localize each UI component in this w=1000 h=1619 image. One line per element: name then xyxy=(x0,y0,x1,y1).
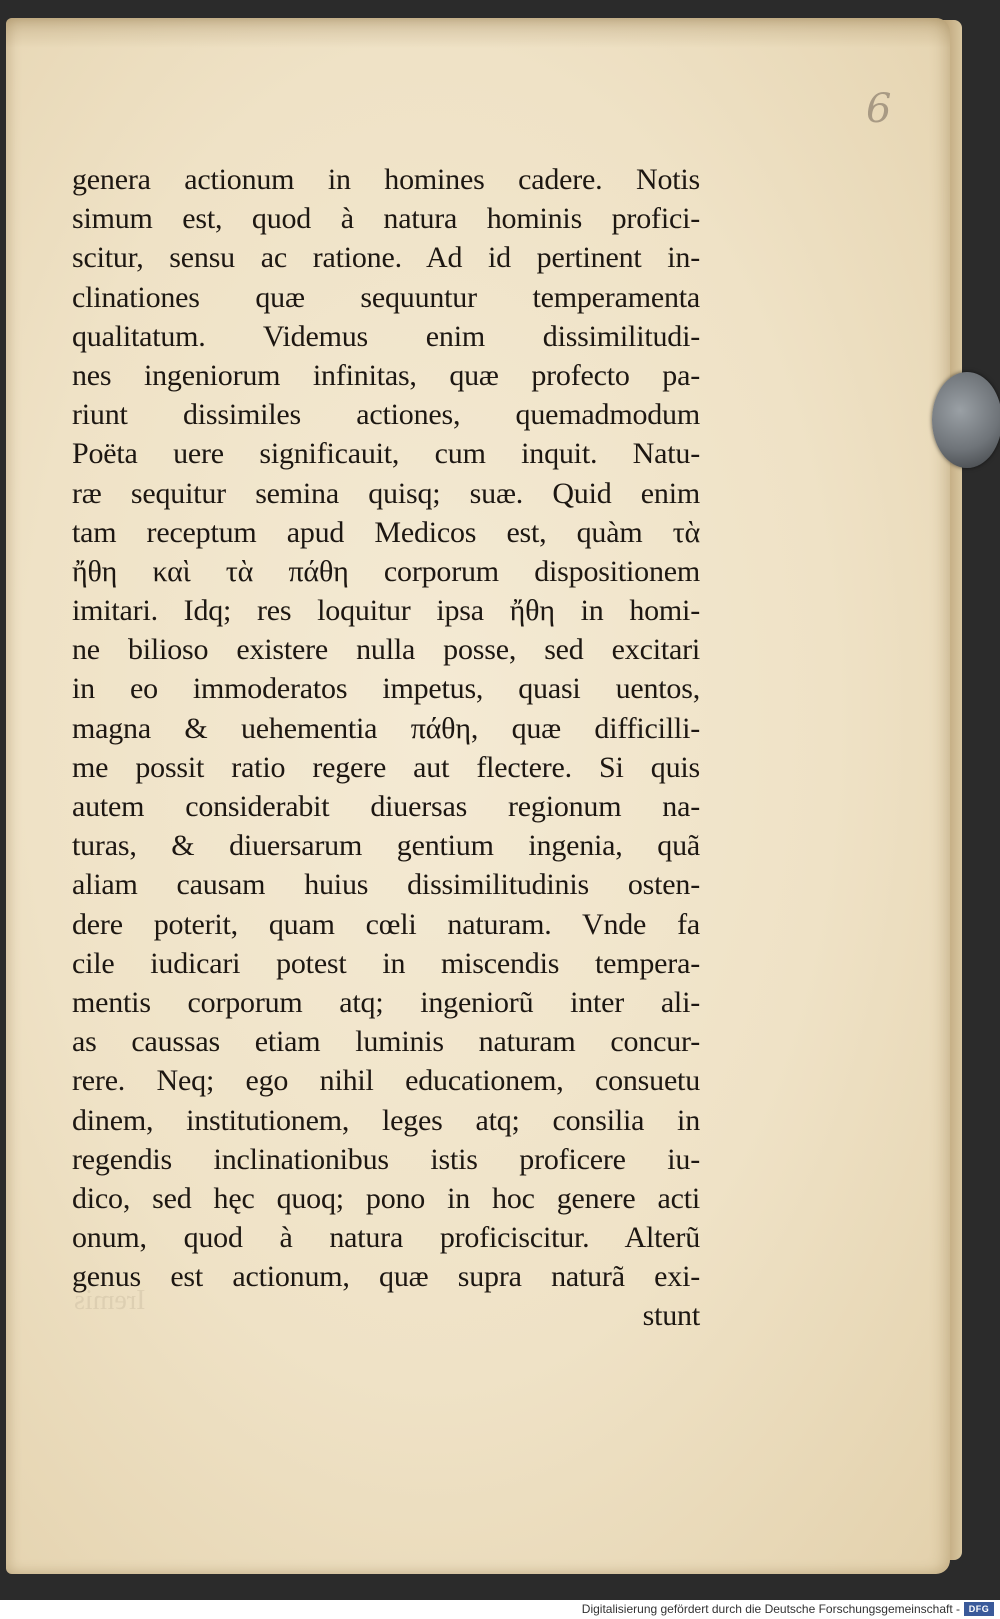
text-line: ræ sequitur semina quisq; suæ. Quid enim xyxy=(72,476,700,510)
page-shadow xyxy=(6,18,950,48)
main-text-block xyxy=(72,160,700,1336)
text-line: me possit ratio regere aut flectere. Si quis xyxy=(72,750,700,784)
text-line: ne bilioso existere nulla posse, sed excitari xyxy=(72,633,700,667)
text-line: scitur, sensu ac ratione. Ad id pertinent in- xyxy=(72,241,700,275)
text-line: nes ingeniorum infinitas, quæ profecto pa- xyxy=(72,358,700,392)
text-line: genus est actionum, quæ supra naturã exi- xyxy=(72,1260,700,1294)
text-line: ἤθη καὶ τὰ πάθη corporum dispositionem xyxy=(72,554,700,588)
text-line: riunt dissimiles actiones, quemadmodum xyxy=(72,398,700,432)
text-line: dere poterit, quam cœli naturam. Vnde fa xyxy=(72,907,700,941)
text-line: tam receptum apud Medicos est, quàm τὰ xyxy=(72,515,700,549)
text-line: qualitatum. Videmus enim dissimilitudi- xyxy=(72,319,700,353)
text-line: in eo immoderatos impetus, quasi uentos, xyxy=(72,672,700,706)
footer-credit: Digitalisierung gefördert durch die Deutsche Forschungsgemeinschaft - xyxy=(581,1602,960,1616)
dfg-logo: DFG xyxy=(964,1602,994,1616)
text-line: clinationes quæ sequuntur temperamenta xyxy=(72,280,700,314)
text-line: as caussas etiam luminis naturam concur- xyxy=(72,1025,700,1059)
text-line: mentis corporum atq; ingeniorũ inter ali- xyxy=(72,985,700,1019)
text-line: regendis inclinationibus istis proficere iu- xyxy=(72,1142,700,1176)
text-line: dico, sed hęc quoq; pono in hoc genere acti xyxy=(72,1181,700,1215)
text-line: rere. Neq; ego nihil educationem, consuetu xyxy=(72,1064,700,1098)
text-line: aliam causam huius dissimilitudinis osten- xyxy=(72,868,700,902)
text-line: turas, & diuersarum gentium ingenia, quã xyxy=(72,829,700,863)
bleed-through-text: Iremis xyxy=(74,1285,146,1316)
text-line: magna & uehementia πάθη, quæ difficilli- xyxy=(72,711,700,745)
text-line: dinem, institutionem, leges atq; consilia in xyxy=(72,1103,700,1137)
folio-number: 6 xyxy=(866,86,892,132)
text-line: genera actionum in homines cadere. Notis xyxy=(72,163,700,196)
text-line: Poëta uere significauit, cum inquit. Natu- xyxy=(72,437,700,471)
text-line: cile iudicari potest in miscendis tempera- xyxy=(72,946,700,980)
page-clip xyxy=(932,372,1000,468)
text-line: imitari. Idq; res loquitur ipsa ἤθη in homi- xyxy=(72,594,700,628)
text-line: onum, quod à natura proficiscitur. Alterũ xyxy=(72,1221,700,1255)
catchword: stunt xyxy=(642,1299,700,1333)
text-line: simum est, quod à natura hominis profici- xyxy=(72,202,700,236)
text-line: autem considerabit diuersas regionum na- xyxy=(72,790,700,823)
